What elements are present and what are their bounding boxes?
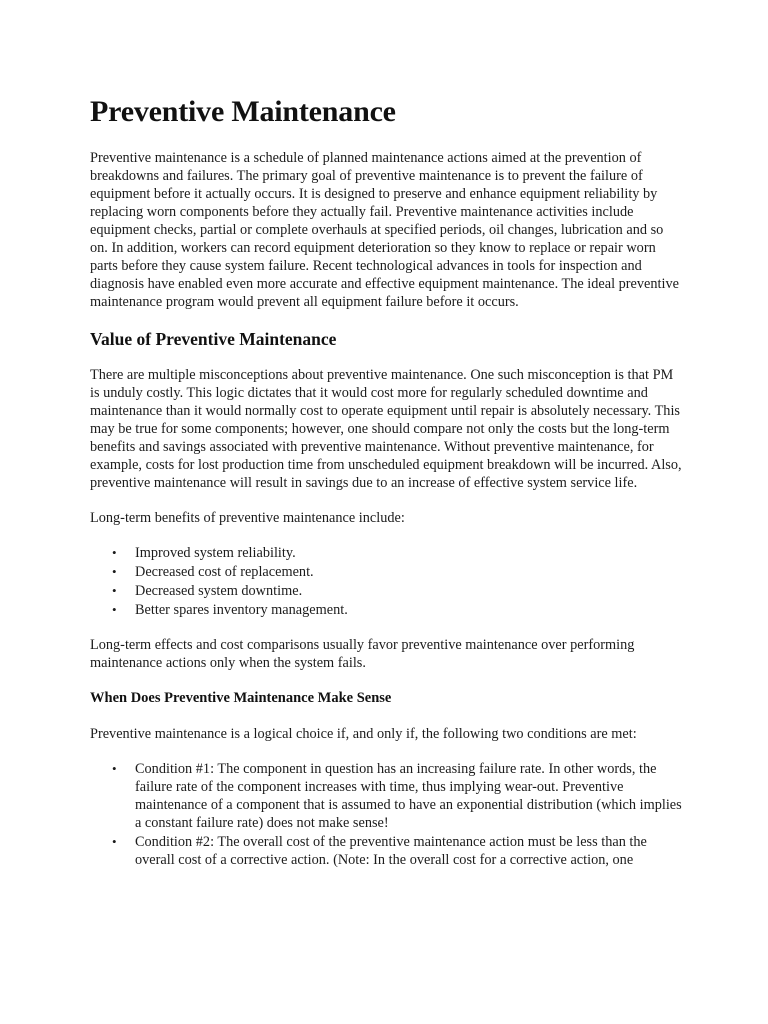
sense-section-heading: When Does Preventive Maintenance Make Sense: [90, 690, 392, 706]
list-item: [90, 563, 682, 581]
bullet-icon: •: [112, 545, 117, 560]
list-item-text: Improved system reliability.: [135, 545, 296, 561]
list-item-text: Decreased cost of replacement.: [135, 564, 314, 580]
document-page: [90, 94, 682, 870]
bullet-icon: •: [112, 602, 117, 617]
list-item: [90, 833, 682, 869]
list-item-text: Better spares inventory management.: [135, 602, 348, 618]
list-item-text: Condition #2: The overall cost of the preventive maintenance action must be less than the overall cost of a corrective action. (Note: In the overall cost for a corrective action, one: [135, 834, 647, 868]
page-title: Preventive Maintenance: [90, 95, 396, 128]
bullet-icon: •: [112, 834, 117, 849]
bullet-icon: •: [112, 583, 117, 598]
bullet-icon: •: [112, 761, 117, 776]
value-section-heading: Value of Preventive Maintenance: [90, 329, 337, 349]
conditions-intro: Preventive maintenance is a logical choice if, and only if, the following two conditions are met:: [90, 726, 637, 742]
benefits-list: [90, 544, 682, 619]
list-item: [90, 760, 682, 832]
intro-paragraph: Preventive maintenance is a schedule of planned maintenance actions aimed at the prevention of breakdowns and failures. The primary goal of preventive maintenance is to prevent the failure of equipment before it actually occurs. It is designed to preserve and enhance equipment reliability by replacing worn components before they actually fail. Preventive maintenance activities include equipment checks, partial or complete overhauls at specified periods, oil changes, lubrication and so on. In addition, workers can record equipment deterioration so they know to replace or repair worn parts before they cause system failure. Recent technological advances in tools for inspection and diagnosis have enabled even more accurate and effective equipment maintenance. The ideal preventive maintenance program would prevent all equipment failure before it occurs.: [90, 150, 679, 310]
list-item: [90, 601, 682, 619]
benefits-intro: Long-term benefits of preventive maintenance include:: [90, 510, 405, 526]
closing-paragraph: Long-term effects and cost comparisons usually favor preventive maintenance over performing maintenance actions only when the system fails.: [90, 637, 635, 671]
conditions-list: [90, 760, 682, 869]
value-paragraph: There are multiple misconceptions about preventive maintenance. One such misconception is that PM is unduly costly. This logic dictates that it would cost more for regularly scheduled downtime and maintenance than it would normally cost to operate equipment until repair is absolutely necessary. This may be true for some components; however, one should compare not only the costs but the long-term benefits and savings associated with preventive maintenance. Without preventive maintenance, for example, costs for lost production time from unscheduled equipment breakdown will be incurred. Also, preventive maintenance will result in savings due to an increase of effective system service life.: [90, 367, 682, 491]
list-item-text: Decreased system downtime.: [135, 583, 303, 599]
list-item: [90, 544, 682, 562]
bullet-icon: •: [112, 564, 117, 579]
list-item: [90, 582, 682, 600]
list-item-text: Condition #1: The component in question has an increasing failure rate. In other words, the failure rate of the component increases with time, thus implying wear-out. Preventive maintenance of a component that is assumed to have an exponential distribution (which implies a constant failure rate) does not make sense!: [135, 761, 682, 831]
